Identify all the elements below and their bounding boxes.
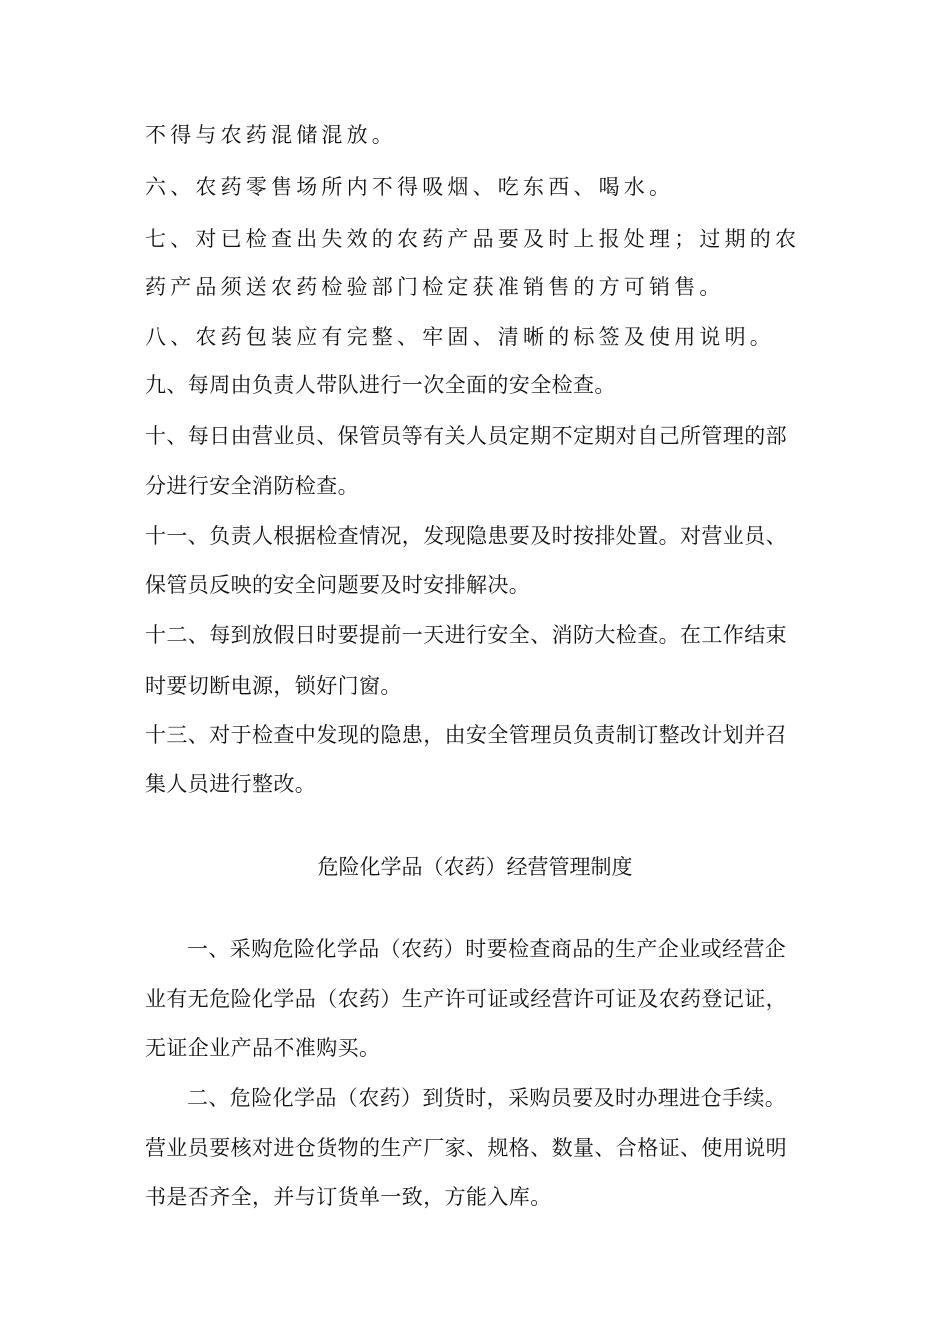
text-line-1: 不得与农药混储混放。 bbox=[145, 123, 397, 147]
text-line-9: 十一、负责人根据检查情况，发现隐患要及时按排处置。对营业员、 bbox=[145, 524, 787, 548]
text-line-14: 集人员进行整改。 bbox=[145, 772, 317, 796]
text-line-10: 保管员反映的安全问题要及时安排解决。 bbox=[145, 573, 531, 597]
text-line-8: 分进行安全消防检查。 bbox=[145, 474, 359, 498]
section-line-6: 书是否齐全，并与订货单一致，方能入库。 bbox=[145, 1185, 552, 1209]
text-line-5: 八、农药包装应有完整、牢固、清晰的标签及使用说明。 bbox=[145, 325, 775, 349]
section-line-4: 二、危险化学品（农药）到货时，采购员要及时办理进仓手续。 bbox=[187, 1086, 787, 1110]
text-line-7: 十、每日由营业员、保管员等有关人员定期不定期对自己所管理的部 bbox=[145, 424, 787, 448]
text-line-13: 十三、对于检查中发现的隐患，由安全管理员负责制订整改计划并召 bbox=[145, 723, 787, 747]
text-line-2: 六、农药零售场所内不得吸烟、吃东西、喝水。 bbox=[145, 175, 675, 199]
text-line-6: 九、每周由负责人带队进行一次全面的安全检查。 bbox=[145, 373, 616, 397]
section-line-5: 营业员要核对进仓货物的生产厂家、规格、数量、合格证、使用说明 bbox=[145, 1136, 787, 1160]
section-line-1: 一、采购危险化学品（农药）时要检查商品的生产企业或经营企 bbox=[187, 937, 787, 961]
text-line-4: 药产品须送农药检验部门检定获准销售的方可销售。 bbox=[145, 275, 725, 299]
section-title: 危险化学品（农药）经营管理制度 bbox=[317, 855, 633, 879]
text-line-12: 时要切断电源，锁好门窗。 bbox=[145, 674, 402, 698]
section-line-2: 业有无危险化学品（农药）生产许可证或经营许可证及农药登记证， bbox=[145, 987, 787, 1011]
text-line-11: 十二、每到放假日时要提前一天进行安全、消防大检查。在工作结束 bbox=[145, 623, 787, 647]
section-line-3: 无证企业产品不准购买。 bbox=[145, 1036, 381, 1060]
text-line-3: 七、对已检查出失效的农药产品要及时上报处理；过期的农 bbox=[145, 227, 801, 251]
